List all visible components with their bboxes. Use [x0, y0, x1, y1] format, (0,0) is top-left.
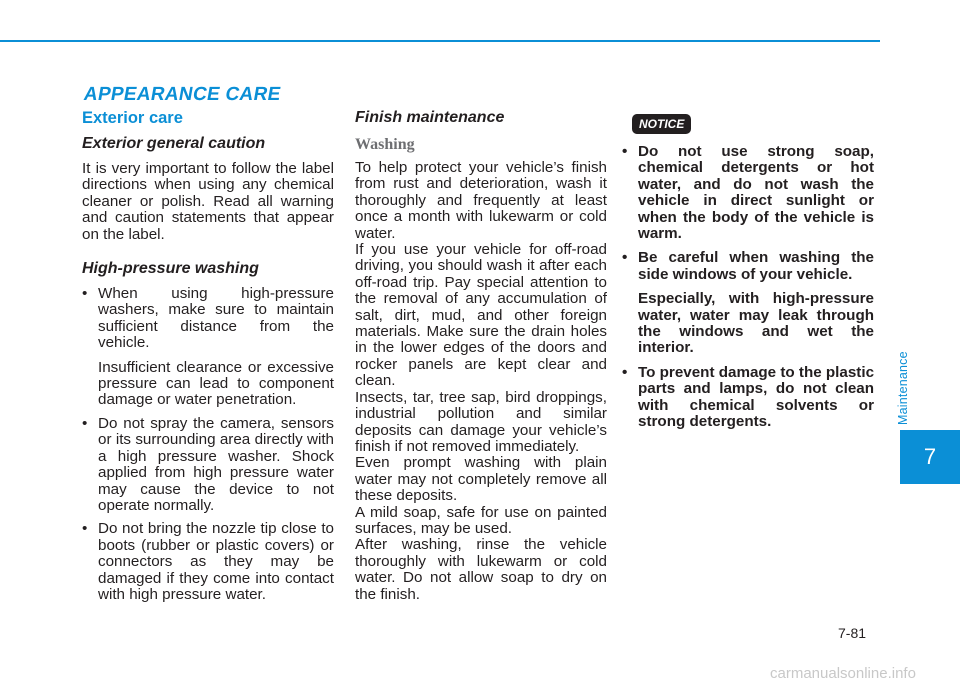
subsection-title: Exterior care — [82, 109, 183, 127]
paragraph: Even prompt washing with plain water may not completely remove all these deposits. — [355, 454, 607, 505]
list-item — [622, 250, 874, 356]
heading-washing: Washing — [355, 136, 415, 153]
high-pressure-list — [82, 286, 334, 603]
page-number: 7-81 — [838, 625, 867, 641]
notice-badge: NOTICE — [632, 114, 691, 134]
list-item — [82, 521, 334, 603]
paragraph: After washing, rinse the vehicle thoroughly with lukewarm or cold water. Do not allow soap to dry on the finish. — [355, 536, 607, 603]
section-heading: APPEARANCE CARE — [82, 84, 283, 105]
list-item-continuation: Insufficient clearance or excessive pressure can lead to component damage or water penetration. — [98, 358, 334, 409]
chapter-side-label: Maintenance — [896, 351, 910, 425]
heading-finish-maintenance: Finish maintenance — [355, 109, 505, 126]
list-item-continuation: Especially, with high-pressure water, water may leak through the windows and wet the interior. — [638, 290, 874, 357]
list-item — [82, 416, 334, 514]
list-item — [622, 365, 874, 431]
chapter-tab: 7 — [900, 430, 960, 484]
list-item — [82, 286, 334, 409]
list-item-text: Do not use strong soap, chemical detergents or hot water, and do not wash the vehicle in direct sunlight or when the body of the vehicle is warm. — [638, 143, 874, 243]
heading-high-pressure-washing: High-pressure washing — [82, 260, 259, 278]
paragraph-general-caution: It is very important to follow the label directions when using any chemical cleaner or polish. Read all warning and caution statements that appear on the label. — [82, 160, 334, 243]
list-item-text: To prevent damage to the plastic parts and lamps, do not clean with chemical solvents or strong detergents. — [638, 363, 875, 431]
list-item-text: Be careful when washing the side windows of your vehicle. — [638, 249, 874, 283]
paragraph: If you use your vehicle for off-road driving, you should wash it after each off-road trip. Pay special attention to the removal of any accumulation of salt, dirt, mud, and other foreign materials. Make sure the drain holes in the lower edges of the doors and rocker panels are kept clear and clean. — [355, 241, 607, 390]
list-item — [622, 144, 874, 242]
list-item-text: Do not spray the camera, sensors or its surrounding area directly with a high pressure washer. Shock applied from high pressure water may cause the device to not operate normally. — [98, 414, 334, 514]
column-finish-maintenance — [355, 108, 607, 603]
notice-list — [622, 144, 874, 431]
paragraph: To help protect your vehicle’s finish from rust and deterioration, wash it thoroughly and frequently at least once a month with lukewarm or cold water. — [355, 159, 607, 242]
column-exterior-care — [82, 108, 334, 610]
watermark: carmanualsonline.info — [770, 665, 916, 682]
heading-exterior-general-caution: Exterior general caution — [82, 135, 266, 152]
column-notice — [622, 108, 874, 439]
list-item-text: When using high-pressure washers, make sure to maintain sufficient distance from the vehicle. — [98, 285, 334, 352]
list-item-text: Do not bring the nozzle tip close to boots (rubber or plastic covers) or connectors as they may be damaged if they come into contact with high pressure water. — [98, 520, 334, 603]
paragraph: Insects, tar, tree sap, bird droppings, industrial pollution and similar deposits can damage your vehicle’s finish if not removed immediately. — [355, 388, 607, 455]
paragraph: A mild soap, safe for use on painted surfaces, may be used. — [355, 503, 607, 537]
top-rule — [0, 40, 880, 42]
